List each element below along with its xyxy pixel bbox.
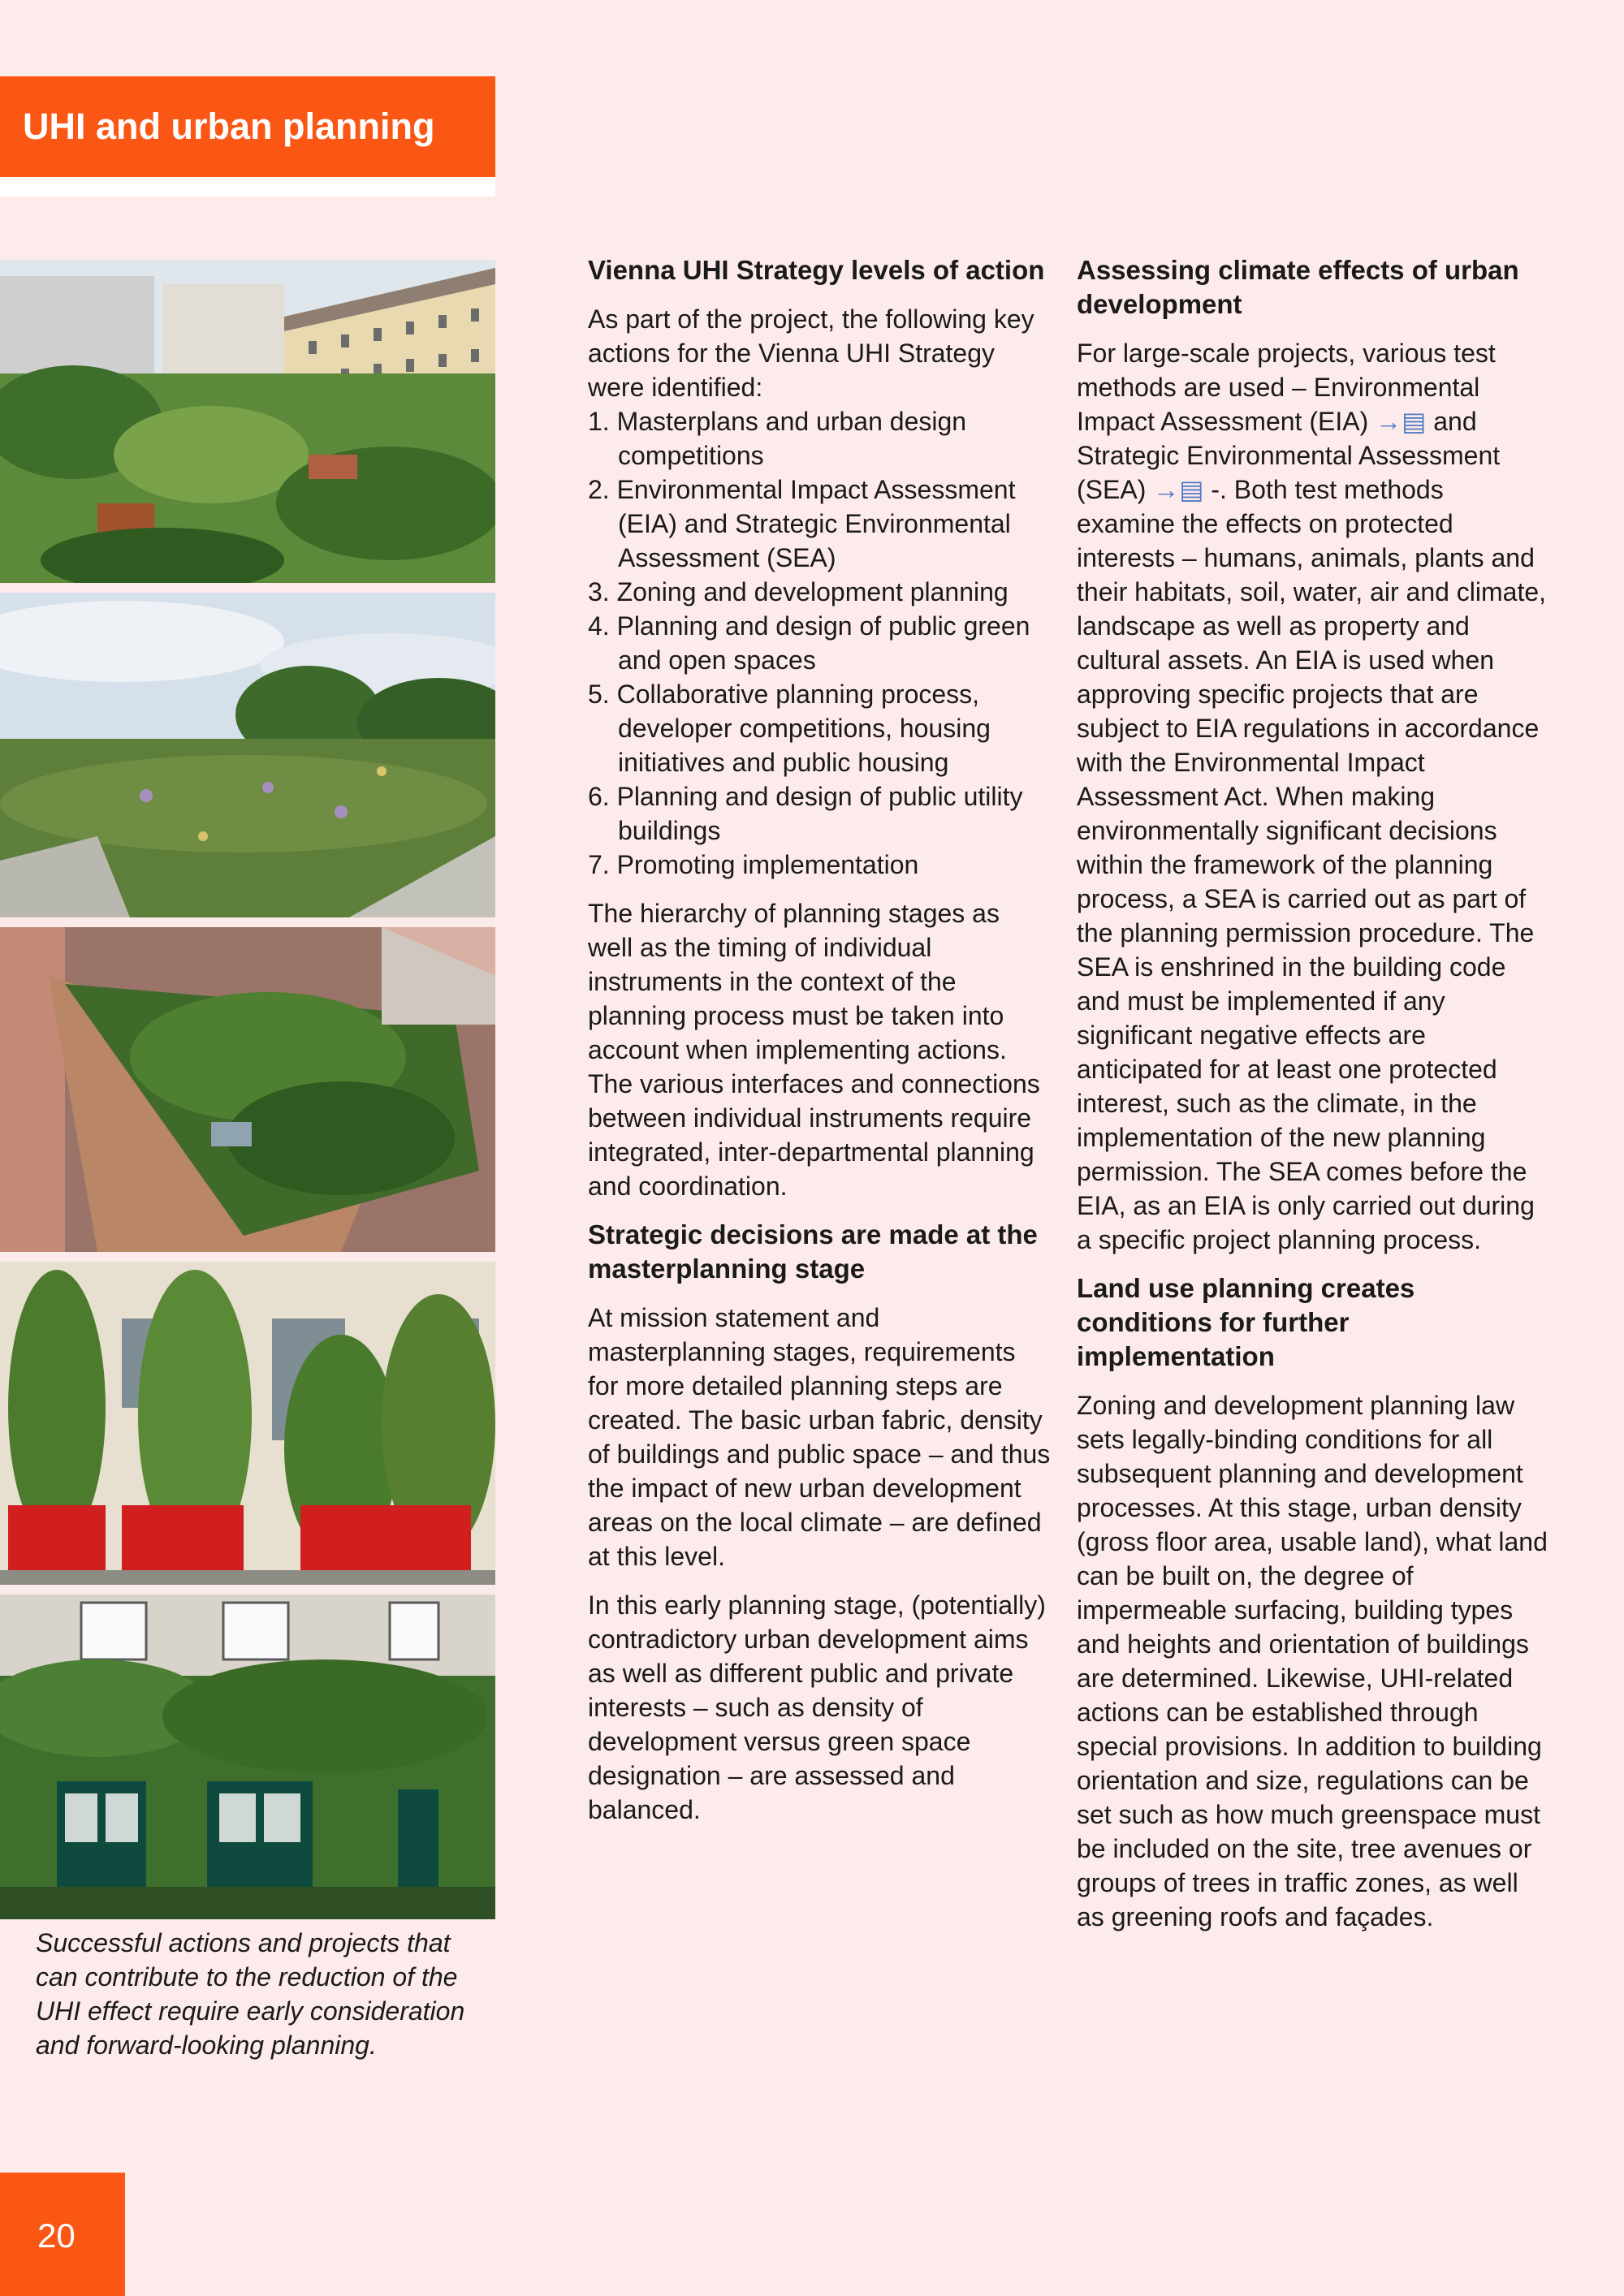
green-roof-meadow-photo (0, 593, 495, 917)
key-actions-list (588, 404, 1051, 882)
paragraph-masterplanning: At mission statement and masterplanning stages, requirements for more detailed planning steps are created. The basic urban fabric, density of buildings and public space – and thus the impact of new urban development areas on the local climate – are defined at this level. (588, 1303, 1051, 1571)
list-item: 2. Environmental Impact Assessment (EIA) and Strategic Environmental Assessment (SEA) (588, 475, 1016, 572)
column-right (1077, 253, 1548, 1949)
heading-levels-of-action: Vienna UHI Strategy levels of action (588, 255, 1045, 285)
eia-link-icon[interactable]: →▤ (1376, 407, 1427, 436)
header-divider (0, 177, 495, 196)
list-item: 3. Zoning and development planning (588, 577, 1009, 606)
assessment-text-start: For large-scale projects, various test methods are used – Environmental Impact Assessment (EIA) (1077, 339, 1496, 436)
page-number: 20 (37, 2216, 76, 2255)
list-item: 7. Promoting implementation (588, 850, 919, 879)
assessment-text-rest: -. Both test methods examine the effects on protected interests – humans, animals, plants and their habitats, soil, water, air and climate, landscape as well as property and cultural assets. An EIA is used when approving specific projects that are subject to EIA regulations in accordance with the Environmental Impact Assessment Act. When making environmentally significant decisions within the framework of the planning process, a SEA is carried out as part of the planning permission procedure. The SEA is enshrined in the building code and must be implemented if any significant negative effects are anticipated for at least one protected interest, such as the climate, in the implementation of the new planning permission. The SEA comes before the EIA, as an EIA is only carried out during a specific project planning process. (1077, 475, 1547, 1254)
planter-facade-photo (0, 1262, 495, 1585)
heading-climate-effects: Assessing climate effects of urban development (1077, 255, 1519, 319)
list-item: 1. Masterplans and urban design competitions (588, 407, 967, 470)
ivy-facade-photo (0, 1595, 495, 1919)
paragraph-zoning: Zoning and development planning law sets legally-binding conditions for all subsequent planning and development processes. At this stage, urban density (gross floor area, usable land), what land can be built on, the degree of impermeable surfacing, building types and heights and orientation of buildings are determined. Likewise, UHI-related actions can be established through special provisions. In addition to building orientation and size, regulations can be set such as how much greenspace must be included on the site, tree avenues or groups of trees in traffic zones, as well as greening roofs and façades. (1077, 1391, 1548, 1931)
photo-caption: Successful actions and projects that can contribute to the reduction of the UHI effect require early consideration and forward-looking planning. (36, 1928, 465, 2060)
heading-strategic-decisions: Strategic decisions are made at the masterplanning stage (588, 1219, 1038, 1284)
rooftop-garden-photo (0, 927, 495, 1252)
paragraph-early-stage: In this early planning stage, (potentially) contradictory urban development aims as well as different public and private interests – such as density of development versus green space designation – are assessed and balanced. (588, 1590, 1046, 1824)
heading-land-use-planning: Land use planning creates conditions for further implementation (1077, 1273, 1415, 1371)
sea-link-icon[interactable]: →▤ (1153, 475, 1204, 504)
garden-courtyard-photo (0, 260, 495, 583)
list-item: 5. Collaborative planning process, developer competitions, housing initiatives and public housing (588, 680, 991, 777)
assessment-text-mid: and Strategic Environmental Assessment (SEA) (1077, 407, 1501, 504)
paragraph-hierarchy: The hierarchy of planning stages as well as the timing of individual instruments in the context of the planning process must be taken into account when implementing actions. The various interfaces and connections between individual instruments require integrated, inter-departmental planning and coordination. (588, 899, 1040, 1201)
actions-intro: As part of the project, the following key actions for the Vienna UHI Strategy were identified: (588, 304, 1034, 402)
list-item: 6. Planning and design of public utility buildings (588, 782, 1023, 845)
paragraph-assessment (1077, 336, 1548, 1257)
section-title: UHI and urban planning (23, 106, 435, 147)
list-item: 4. Planning and design of public green and open spaces (588, 611, 1030, 675)
column-left (588, 253, 1051, 1841)
